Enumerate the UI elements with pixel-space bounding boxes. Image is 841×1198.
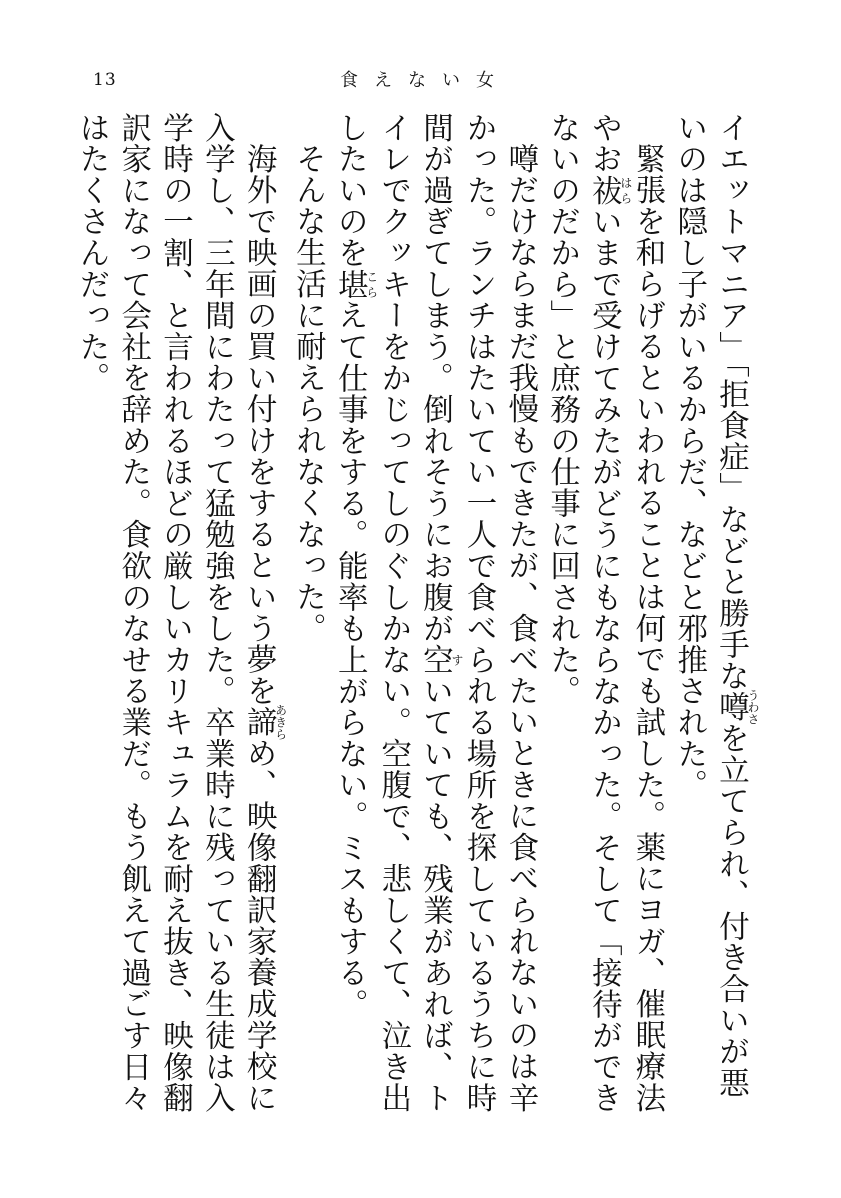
paragraph-5 — [70, 112, 286, 1122]
paragraph-5-text-a: 海外で映画の買い付けをするという夢を — [241, 142, 277, 706]
paragraph-1-text-b: を立てられ、付き合いが悪いのは隠し子がいるからだ、などと邪推された。 — [671, 112, 749, 1099]
paragraph-1 — [668, 112, 759, 1122]
ruby-su — [417, 644, 465, 676]
paragraph-3-text-a: 噂だけならまだ我慢もできたが、食べたいときに食べられないのは辛かった。ランチはたいてい一人で食べられる場所を探しているうちに時間が過ぎてしまう。倒れそうにお腹が — [417, 112, 538, 1114]
paragraph-3 — [328, 112, 540, 1122]
ruby-uwasa-reading: うわさ — [746, 689, 760, 726]
ruby-harai — [586, 174, 633, 206]
ruby-akira-reading: あきら — [273, 703, 288, 740]
ruby-kora — [332, 268, 379, 300]
paragraph-2-text-a: 緊張を和らげるといわれることは何でも試した。薬にヨガ、催眠療法やお — [586, 112, 665, 1113]
ruby-harai-base: 祓 — [586, 174, 622, 206]
paragraph-3-text-b: いていても、残業があれば、トイレでクッキーをかじってしのぐしかない。空腹で、悲しくて、泣き出したいのを — [332, 112, 453, 1114]
page-number: 13 — [93, 70, 117, 90]
ruby-uwasa — [713, 689, 760, 726]
ruby-su-reading: す — [450, 644, 465, 676]
paragraph-4-text-a: そんな生活に耐えられなくなった。 — [290, 142, 326, 644]
paragraph-5-text-b: め、映像翻訳家養成学校に入学し、三年間にわたって猛勉強をした。卒業時に残っている生徒は入学時の一割、と言われるほどの厳しいカリキュラムを耐え抜き、映像翻訳家になって会社を辞めた。食欲のなせる業だ。もう飢えて過ごす日々はたくさんだった。 — [73, 112, 277, 1114]
paragraph-2 — [541, 112, 668, 1122]
ruby-akira — [241, 703, 288, 740]
paragraph-2-text-b: いまで受けてみたがどうにもならなかった。そして「接待ができないのだから」と庶務の仕事に回された。 — [544, 112, 622, 1114]
paragraph-4 — [287, 112, 329, 1122]
ruby-kora-base: 堪 — [332, 268, 368, 300]
vertical-body-text — [73, 112, 760, 1122]
ruby-harai-reading: はら — [618, 174, 633, 206]
ruby-su-base: 空 — [417, 644, 453, 676]
running-header-title: 食えない女 — [340, 70, 510, 91]
paragraph-3-text-c: えて仕事をする。能率も上がらない。ミスもする。 — [332, 299, 368, 1020]
ruby-akira-base: 諦 — [241, 703, 277, 740]
ruby-kora-reading: こら — [364, 268, 379, 300]
ruby-uwasa-base: 噂 — [713, 689, 749, 726]
paragraph-1-text-a: イエットマニア」「拒食症」などと勝手な — [713, 112, 749, 692]
